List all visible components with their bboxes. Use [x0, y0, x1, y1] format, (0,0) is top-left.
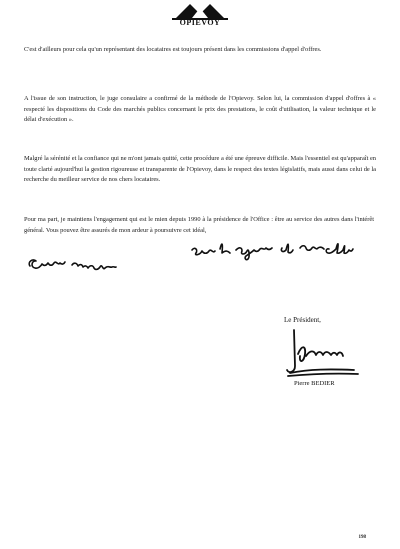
handwriting-scribble-icon — [24, 238, 384, 278]
signatory-name: Pierre BEDIER — [294, 380, 335, 387]
paragraph-4: Pour ma part, je maintiens l'engagement qui est le mien depuis 1990 à la présidence de l'Office : être au service des autres dans l'intérêt général. Vous pouvez être assurés de mon ardeur à poursuivre cet idéal, — [24, 216, 374, 234]
logo-emblem-icon — [172, 0, 228, 20]
paragraph-1: C'est d'ailleurs pour cela qu'un représentant des locataires est toujours présent dans les commissions d'appel d'offres. — [24, 46, 322, 54]
paragraph-2: A l'issue de son instruction, le juge consulaire a confirmé de la méthode de l'Opievoy. Selon lui, la commission d'appel d'offres à « respecté les dispositions du Code des marchés publics concernant le prix des prestations, le coût d'utilisation, la valeur technique et le délai d'exécution ». — [24, 95, 376, 124]
signatory-role: Le Président, — [284, 316, 321, 324]
signature-icon — [284, 326, 374, 382]
logo-wordmark: OPIEVOY — [179, 18, 221, 27]
page-number: 198 — [358, 535, 366, 540]
opievoy-logo — [170, 0, 230, 30]
handwritten-closing — [24, 238, 384, 278]
paragraph-3: Malgré la sérénité et la confiance qui ne m'ont jamais quitté, cette procédure a été une épreuve difficile. Mais l'essentiel est qu'apparaît en toute clarté aujourd'hui la gestion rigoureuse et transparente de l'Opievoy, dans le respect des textes législatifs, mais aussi dans celui de la recherche du meilleur service de nos chers locataires. — [24, 155, 376, 184]
signature-block — [284, 316, 394, 387]
